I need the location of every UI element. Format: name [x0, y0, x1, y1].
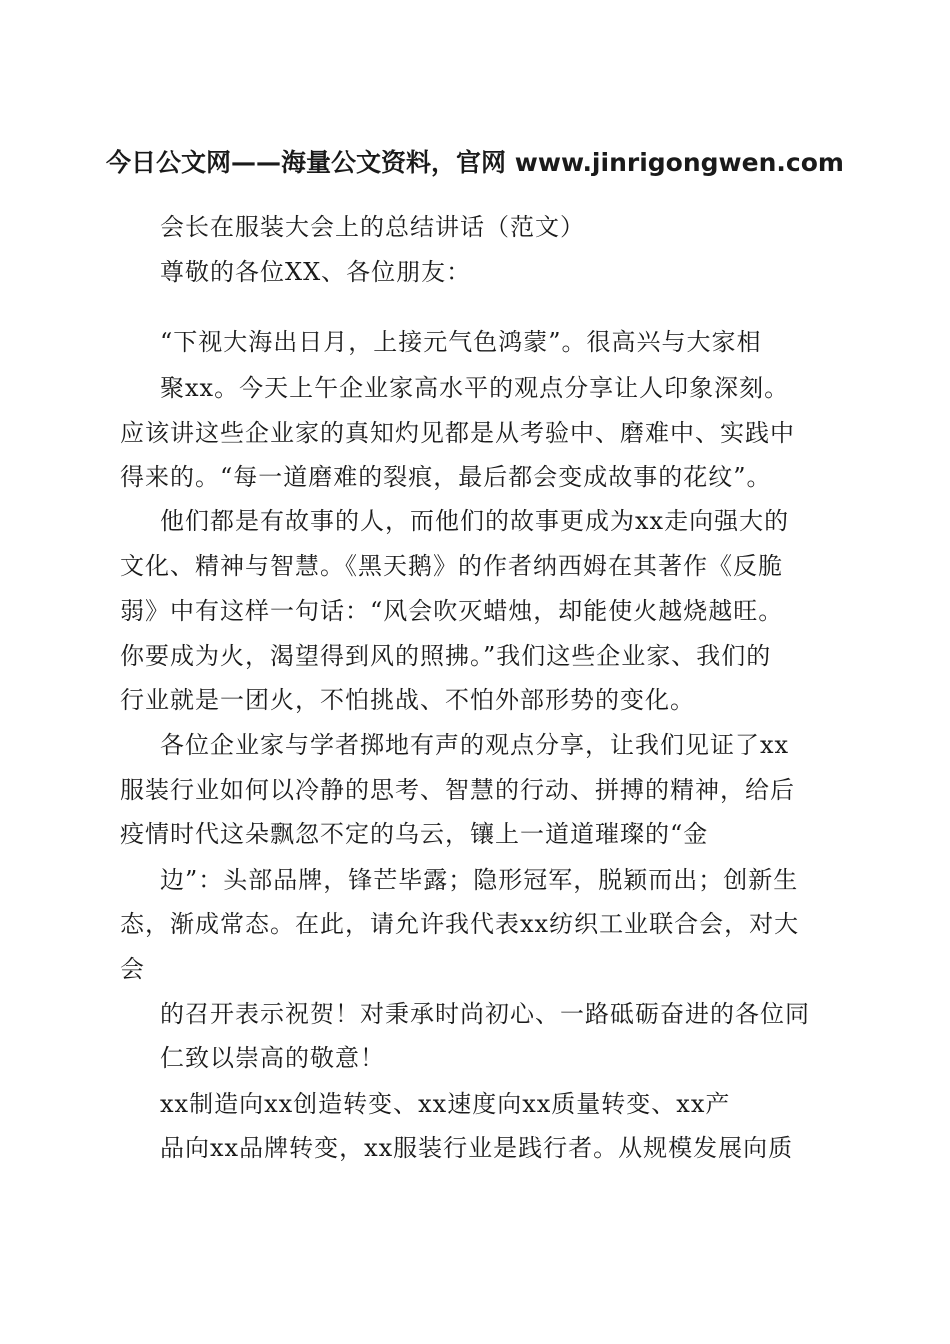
paragraph-line: xx制造向xx创造转变、xx速度向xx质量转变、xx产: [160, 1090, 731, 1118]
paragraph-line: 会: [120, 955, 145, 983]
paragraph-line: 聚xx。今天上午企业家高水平的观点分享让人印象深刻。: [160, 374, 790, 402]
paragraph-line: 仁致以崇高的敬意！: [160, 1044, 385, 1072]
document-title: 会长在服装大会上的总结讲话（范文）: [160, 213, 585, 241]
paragraph-line: 各位企业家与学者掷地有声的观点分享，让我们见证了xx: [160, 731, 790, 759]
paragraph-line: 得来的。“每一道磨难的裂痕，最后都会变成故事的花纹”。: [120, 463, 772, 491]
paragraph-line: 你要成为火，渴望得到风的照拂。”我们这些企业家、我们的: [120, 642, 772, 670]
paragraph-line: 疫情时代这朵飘忽不定的乌云，镶上一道道璀璨的“金: [120, 820, 709, 848]
paragraph-line: “下视大海出日月，上接元气色鸿蒙”。很高兴与大家相: [160, 328, 762, 356]
paragraph-line: 弱》中有这样一句话：“风会吹灭蜡烛，却能使火越烧越旺。: [120, 597, 784, 625]
site-banner: 今日公文网——海量公文资料，官网 www.jinrigongwen.com: [106, 148, 844, 177]
paragraph-line: 边”：头部品牌，锋芒毕露；隐形冠军，脱颖而出；创新生: [160, 866, 799, 894]
paragraph-line: 他们都是有故事的人，而他们的故事更成为xx走向强大的: [160, 507, 790, 535]
paragraph-line: 服装行业如何以冷静的思考、智慧的行动、拼搏的精神，给后: [120, 776, 795, 804]
paragraph-line: 行业就是一团火，不怕挑战、不怕外部形势的变化。: [120, 686, 695, 714]
paragraph-line: 应该讲这些企业家的真知灼见都是从考验中、磨难中、实践中: [120, 419, 795, 447]
paragraph-line: 品向xx品牌转变，xx服装行业是践行者。从规模发展向质: [160, 1134, 794, 1162]
paragraph-line: 文化、精神与智慧。《黑天鹅》的作者纳西姆在其著作《反脆: [120, 552, 783, 580]
paragraph-line: 态，渐成常态。在此，请允许我代表xx纺织工业联合会，对大: [120, 910, 800, 938]
paragraph-line: 的召开表示祝贺！对秉承时尚初心、一路砥砺奋进的各位同: [160, 1000, 810, 1028]
salutation: 尊敬的各位XX、各位朋友：: [160, 258, 472, 286]
